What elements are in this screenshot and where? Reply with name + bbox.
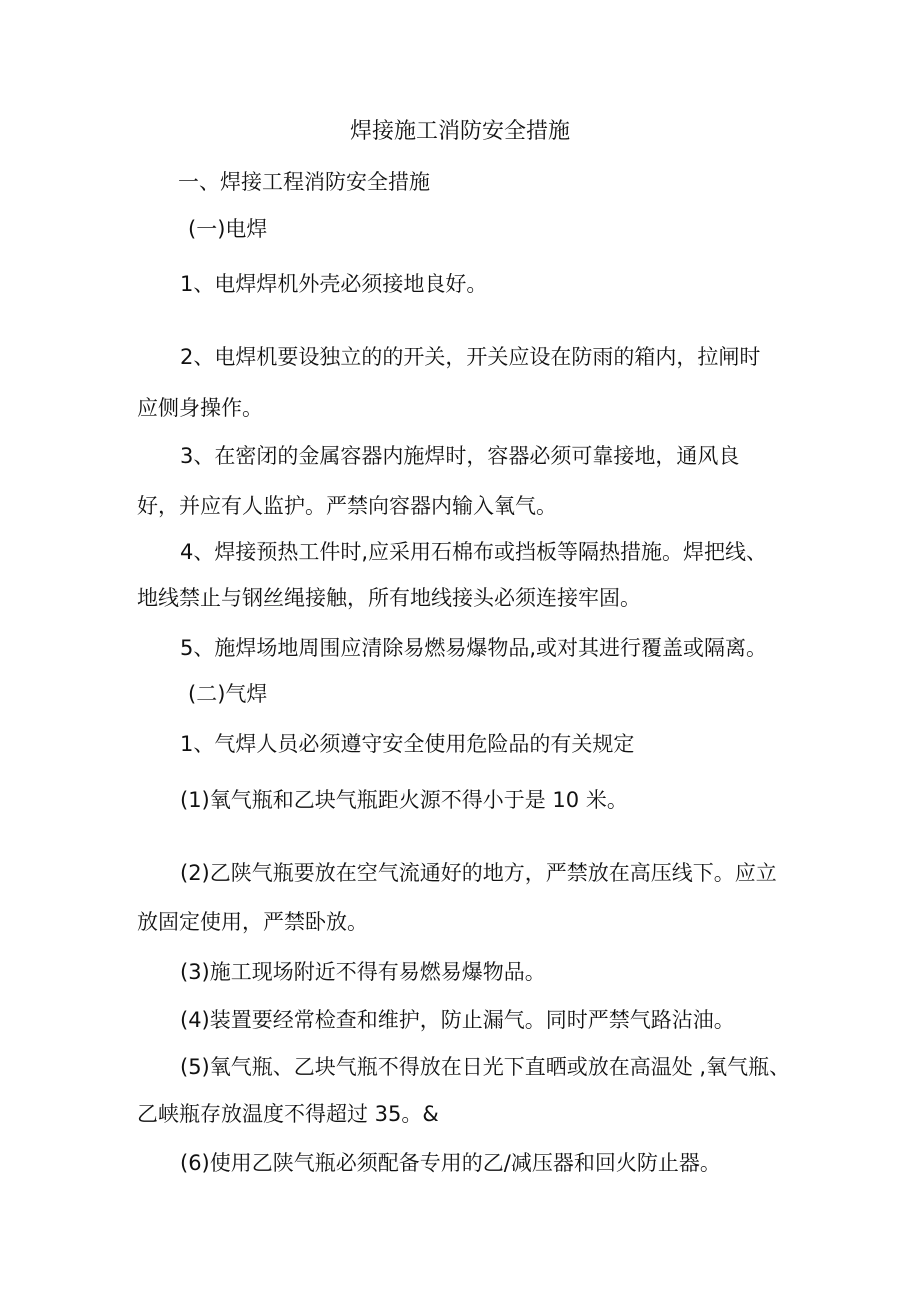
- subsection-heading: (一)电焊: [188, 217, 268, 241]
- paragraph: 1、电焊焊机外壳必须接地良好。: [180, 272, 488, 296]
- paragraph-continuation: 放固定使用，严禁卧放。: [137, 910, 368, 934]
- paragraph-continuation: 乙峡瓶存放温度不得超过 35。&: [137, 1102, 439, 1126]
- paragraph: (3)施工现场附近不得有易燃易爆物品。: [180, 960, 546, 984]
- document-title: 焊接施工消防安全措施: [349, 119, 570, 144]
- paragraph-continuation: 地线禁止与钢丝绳接触，所有地线接头必须连接牢固。: [137, 586, 641, 610]
- paragraph: 5、施焊场地周围应清除易燃易爆物品,或对其进行覆盖或隔离。: [180, 636, 768, 660]
- paragraph-continuation: 应侧身操作。: [137, 396, 263, 420]
- subsection-heading: (二)气焊: [188, 682, 268, 706]
- paragraph: (4)装置要经常检查和维护，防止漏气。同时严禁气路沾油。: [180, 1008, 735, 1032]
- section-heading: 一、焊接工程消防安全措施: [178, 170, 430, 194]
- paragraph: 2、电焊机要设独立的的开关，开关应设在防雨的箱内，拉闸时: [180, 345, 761, 369]
- paragraph: (1)氧气瓶和乙块气瓶距火源不得小于是 10 米。: [180, 788, 628, 812]
- paragraph-continuation: 好，并应有人监护。严禁向容器内输入氧气。: [137, 494, 557, 518]
- paragraph: 1、气焊人员必须遵守安全使用危险品的有关规定: [180, 732, 635, 756]
- paragraph: (5)氧气瓶、乙块气瓶不得放在日光下直晒或放在高温处 ,氧气瓶、: [180, 1055, 791, 1079]
- paragraph: 4、焊接预热工件时,应采用石棉布或挡板等隔热措施。焊把线、: [180, 540, 768, 564]
- paragraph: 3、在密闭的金属容器内施焊时，容器必须可靠接地，通风良: [180, 444, 740, 468]
- paragraph: (2)乙陕气瓶要放在空气流通好的地方，严禁放在高压线下。应立: [180, 861, 777, 885]
- paragraph: (6)使用乙陕气瓶必须配备专用的乙/减压器和回火防止器。: [180, 1151, 721, 1175]
